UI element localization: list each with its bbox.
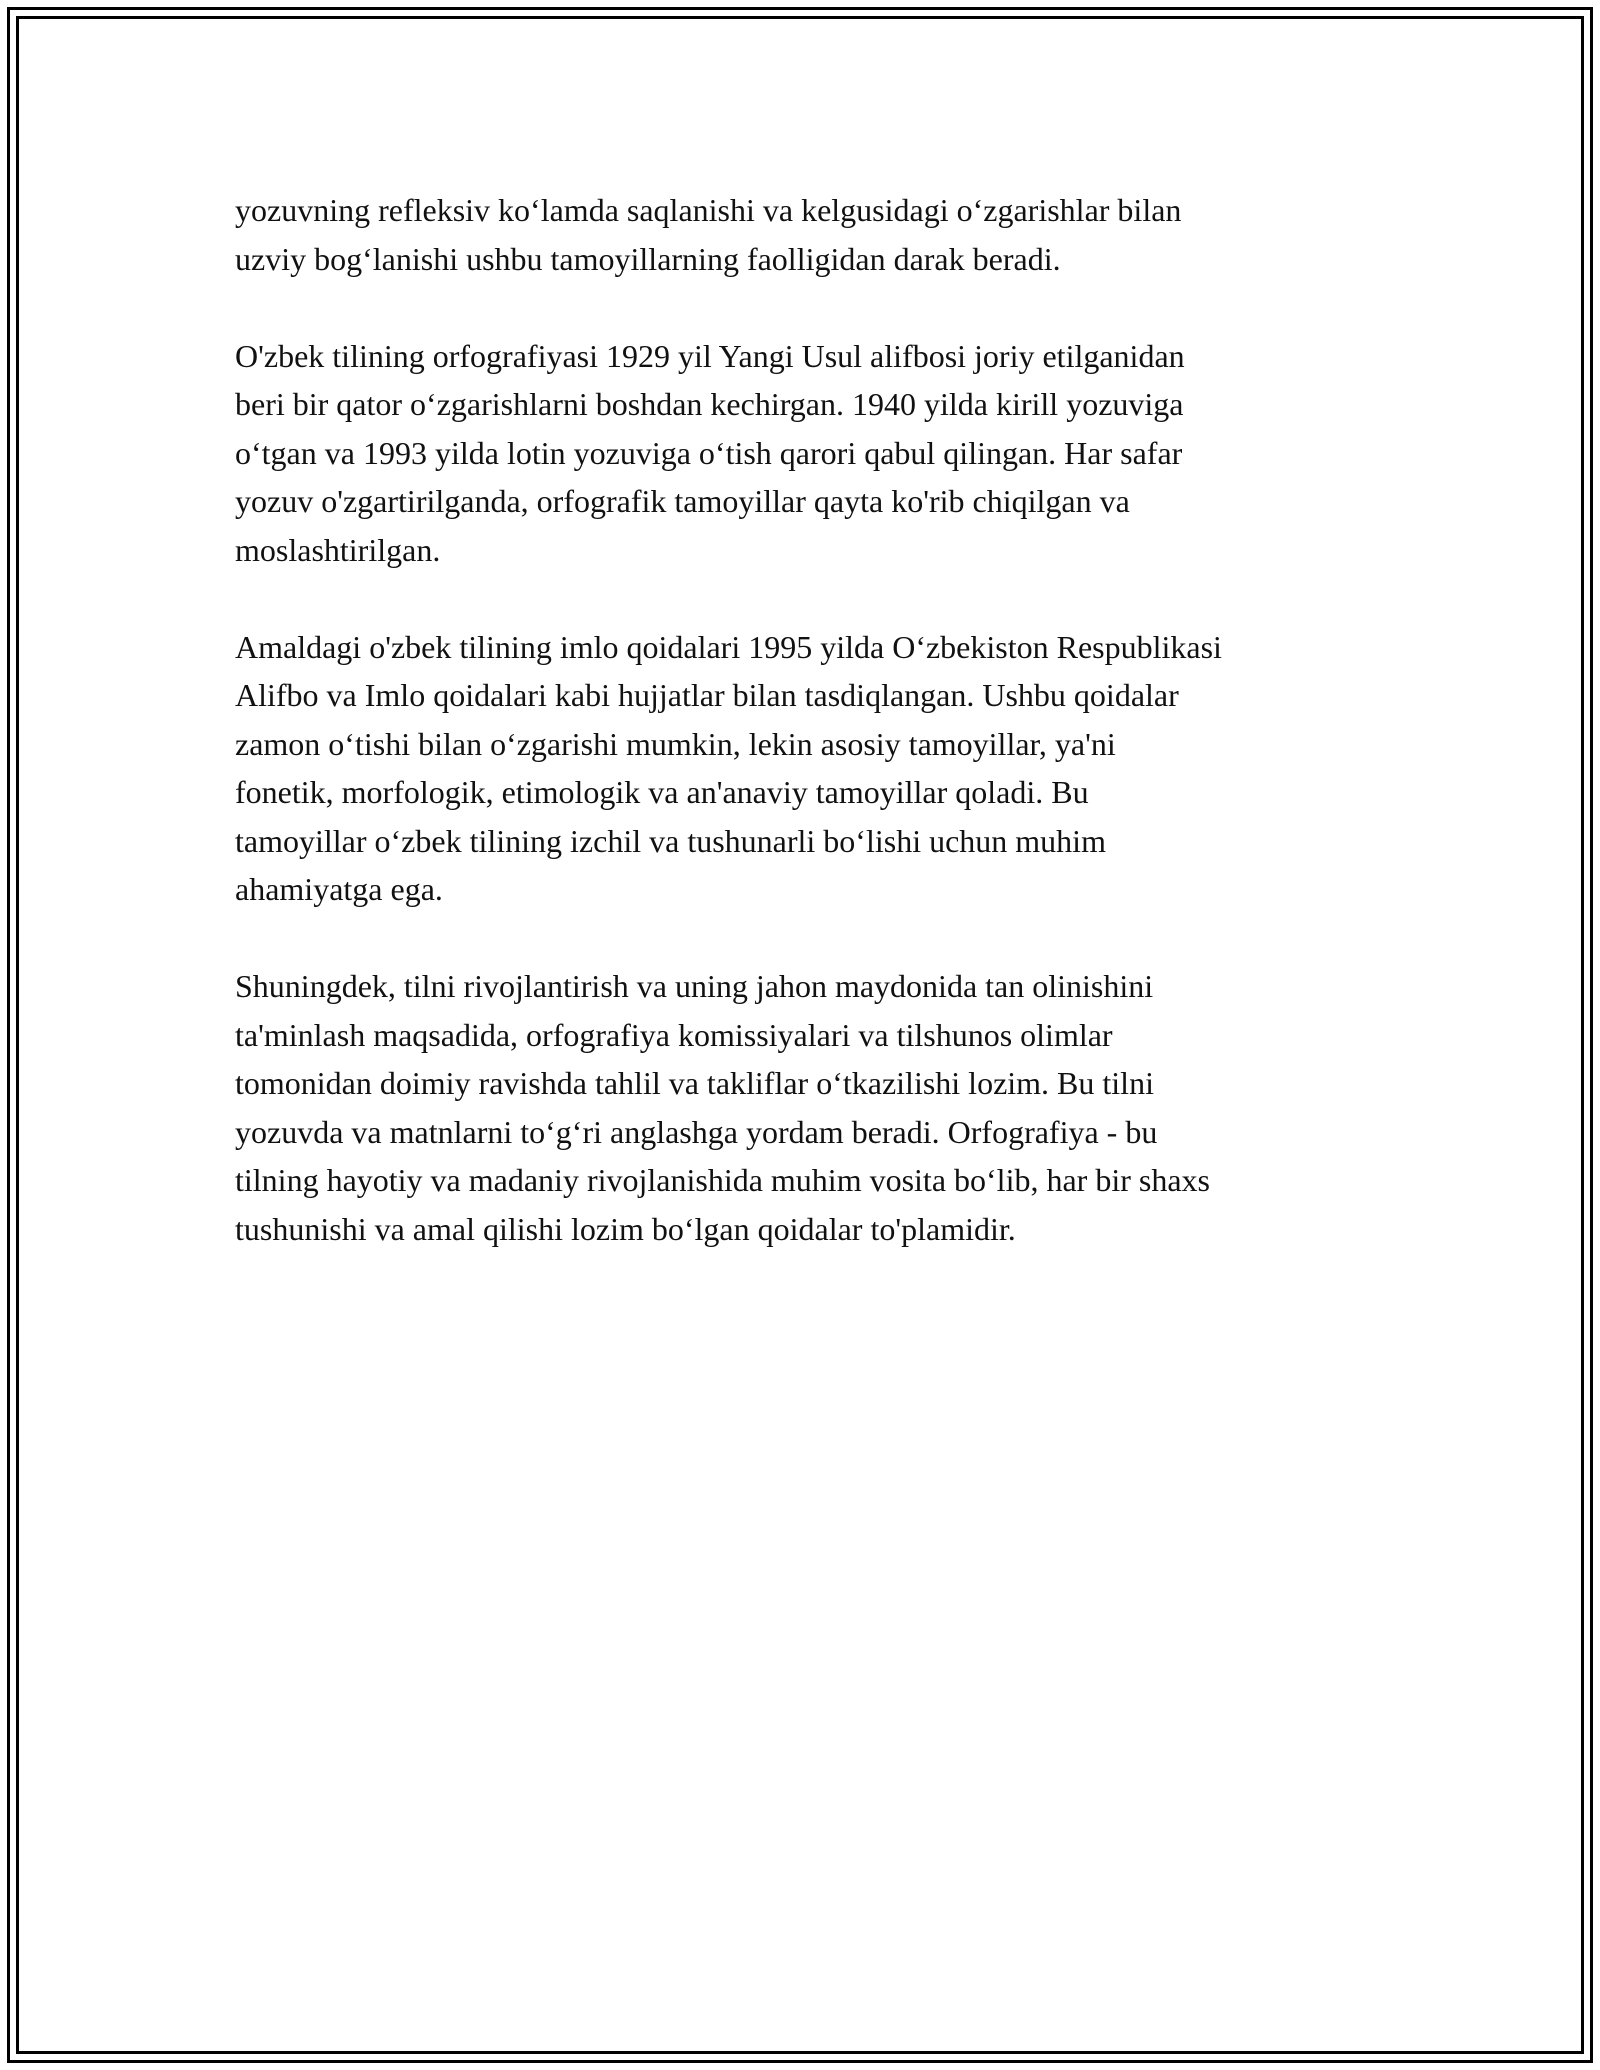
- paragraph-4: Shuningdek, tilni rivojlantirish va uning jahon maydonida tan olinishini ta'minlash maqsadida, orfografiya komissiyalari va tilshunos olimlar tomonidan doimiy ravishda tahlil va takliflar oʻtkazilishi lozim. Bu tilni yozuvda va matnlarni toʻgʻri anglashga yordam beradi. Orfografiya - bu tilning hayotiy va madaniy rivojlanishida muhim vosita boʻlib, har bir shaxs tushunishi va amal qilishi lozim boʻlgan qoidalar to'plamidir.: [235, 968, 1210, 1247]
- paragraph-1: yozuvning refleksiv koʻlamda saqlanishi va kelgusidagi oʻzgarishlar bilan uzviy bogʻlanishi ushbu tamoyillarning faolligidan darak beradi.: [235, 192, 1182, 277]
- paragraph-2: O'zbek tilining orfografiyasi 1929 yil Yangi Usul alifbosi joriy etilganidan beri bir qator oʻzgarishlarni boshdan kechirgan. 1940 yilda kirill yozuviga oʻtgan va 1993 yilda lotin yozuviga oʻtish qarori qabul qilingan. Har safar yozuv o'zgartirilganda, orfografik tamoyillar qayta ko'rib chiqilgan va moslashtirilgan.: [235, 337, 1185, 568]
- document-body: [235, 186, 1410, 1302]
- paragraph-3: Amaldagi o'zbek tilining imlo qoidalari 1995 yilda Oʻzbekiston Respublikasi Alifbo va Imlo qoidalari kabi hujjatlar bilan tasdiqlangan. Ushbu qoidalar zamon oʻtishi bilan oʻzgarishi mumkin, lekin asosiy tamoyillar, ya'ni fonetik, morfologik, etimologik va an'anaviy tamoyillar qoladi. Bu tamoyillar oʻzbek tilining izchil va tushunarli boʻlishi uchun muhim ahamiyatga ega.: [235, 628, 1222, 907]
